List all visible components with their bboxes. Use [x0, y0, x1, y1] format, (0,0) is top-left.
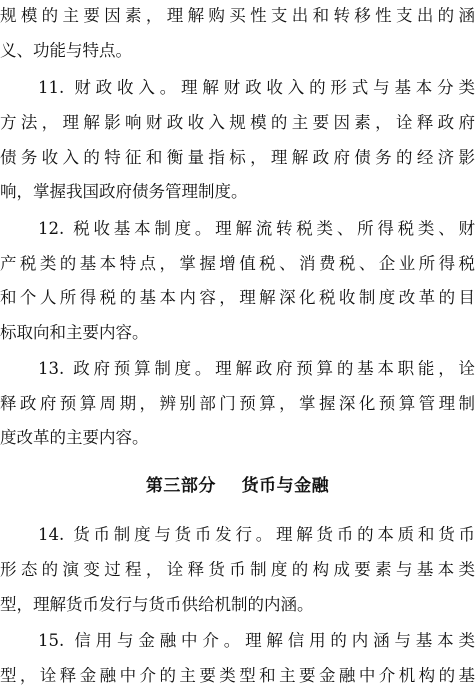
paragraph-line-first: 11. 财政收入。理解财政收入的形式与基本分类 [38, 78, 475, 97]
paragraph-line: 产税类的基本特点，掌握增值税、消费税、企业所得税 [0, 254, 475, 273]
paragraph-line-first: 12. 税收基本制度。理解流转税类、所得税类、财 [38, 219, 475, 238]
paragraph-line-first: 15. 信用与金融中介。理解信用的内涵与基本类 [38, 631, 475, 650]
paragraph-line: 规模的主要因素，理解购买性支出和转移性支出的涵 [0, 6, 475, 25]
paragraph-line: 形态的演变过程，诠释货币制度的构成要素与基本类 [0, 560, 475, 579]
paragraph-line: 响，掌握我国政府债务管理制度。 [0, 182, 248, 201]
paragraph-line: 义、功能与特点。 [0, 41, 132, 60]
paragraph-line: 度改革的主要内容。 [0, 428, 149, 447]
paragraph-line: 型，理解货币发行与货币供给机制的内涵。 [0, 595, 314, 614]
section-heading: 第三部分 货币与金融 [145, 476, 330, 496]
paragraph-line: 方法，理解影响财政收入规模的主要因素，诠释政府 [0, 113, 475, 132]
paragraph-line: 债务收入的特征和衡量指标，理解政府债务的经济影 [0, 148, 475, 167]
paragraph-line: 和个人所得税的基本内容，理解深化税收制度改革的目 [0, 288, 475, 307]
paragraph-line: 标取向和主要内容。 [0, 323, 149, 342]
paragraph-line: 释政府预算周期，辨别部门预算，掌握深化预算管理制 [0, 394, 475, 413]
paragraph-line-first: 14. 货币制度与货币发行。理解货币的本质和货币 [38, 525, 475, 544]
paragraph-line-first: 13. 政府预算制度。理解政府预算的基本职能，诠 [38, 359, 475, 378]
paragraph-line: 型，诠释金融中介的主要类型和主要金融中介机构的基 [0, 666, 475, 685]
